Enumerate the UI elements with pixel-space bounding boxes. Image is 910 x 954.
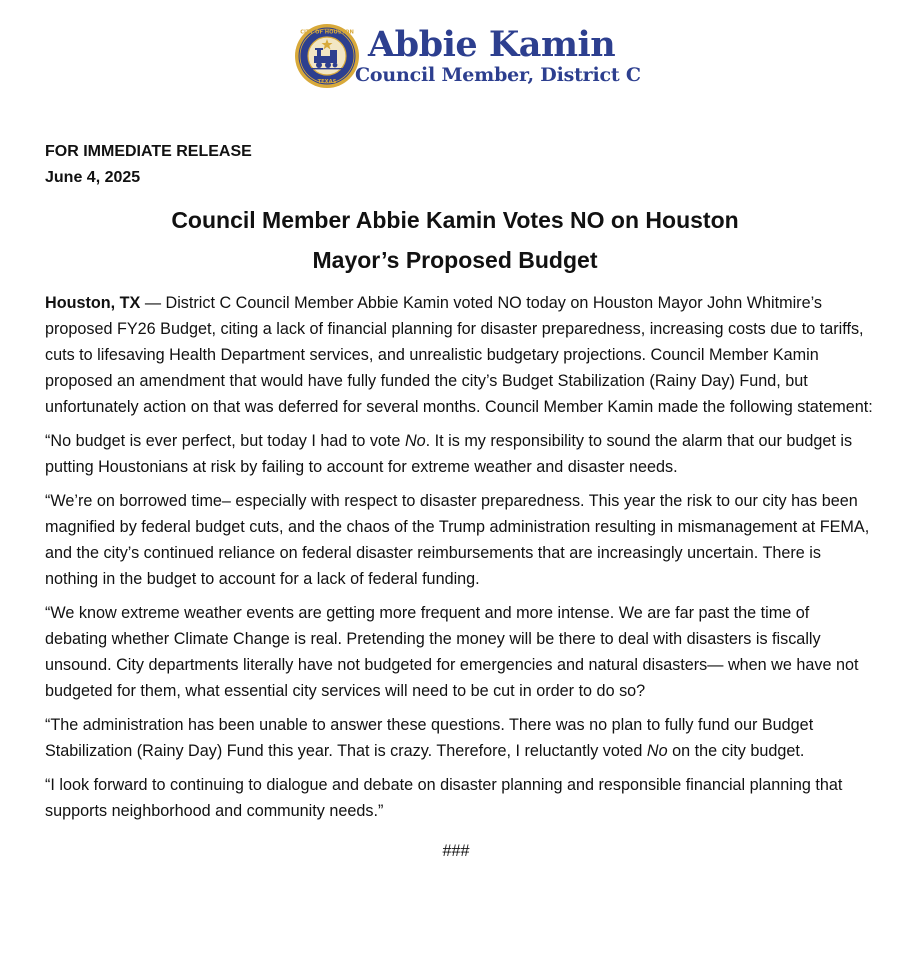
dateline: Houston, TX xyxy=(45,294,141,312)
quote-4-text-end: on the city budget. xyxy=(667,742,805,760)
paragraph-quote-2: “We’re on borrowed time– especially with respect to disaster preparedness. This year the risk to our city has been magnified by federal budget cuts, and the chaos of the Trump administration resulting in mismanagement at FEMA, and the city’s continued reliance on federal disaster reimbursements that are increasingly uncertain. There is nothing in the budget to account for a lack of federal funding. xyxy=(45,492,870,588)
paragraph-quote-4 xyxy=(45,712,875,764)
quote-1-text-start: “No budget is ever perfect, but today I had to vote xyxy=(45,432,405,450)
headline xyxy=(45,200,865,280)
press-release-body xyxy=(45,290,875,864)
quote-4-emphasis: No xyxy=(646,742,668,760)
release-info xyxy=(45,139,252,191)
city-of-houston-seal-icon xyxy=(294,23,360,89)
letterhead-text xyxy=(355,24,641,86)
paragraph-quote-5: “I look forward to continuing to dialogue and debate on disaster planning and responsible financial planning that supports neighborhood and community needs.” xyxy=(45,776,843,820)
headline-line-1: Council Member Abbie Kamin Votes NO on Houston xyxy=(171,207,739,233)
svg-text:TEXAS: TEXAS xyxy=(317,79,337,85)
council-member-title: Council Member, District C xyxy=(355,64,641,86)
end-mark: ### xyxy=(442,842,470,860)
intro-text: — District C Council Member Abbie Kamin voted NO today on Houston Mayor John Whitmire’s proposed FY26 Budget, citing a lack of financial planning for disaster preparedness, increasing costs due to tariffs, cuts to lifesaving Health Department services, and unrealistic budgetary projections. Council Member Kamin proposed an amendment that would have fully funded the city’s Budget Stabilization (Rainy Day) Fund, but unfortunately action on that was deferred for several months. Council Member Kamin made the following statement: xyxy=(45,294,873,416)
headline-line-2: Mayor’s Proposed Budget xyxy=(312,247,598,273)
paragraph-intro xyxy=(45,290,875,420)
release-date: June 4, 2025 xyxy=(45,169,141,186)
svg-text:CITY OF HOUSTON: CITY OF HOUSTON xyxy=(300,29,354,36)
paragraph-quote-1 xyxy=(45,428,875,480)
quote-1-text-end: . It is my responsibility to sound the alarm that our budget is putting Houstonians at risk by failing to account for extreme weather and disaster needs. xyxy=(45,432,853,476)
quote-1-emphasis: No xyxy=(404,432,426,450)
quote-4-text-start: “The administration has been unable to answer these questions. There was no plan to fully fund our Budget Stabilization (Rainy Day) Fund this year. That is crazy. Therefore, I reluctantly voted xyxy=(45,716,814,760)
letterhead xyxy=(294,20,641,92)
council-member-name: Abbie Kamin xyxy=(368,24,616,65)
paragraph-quote-3: “We know extreme weather events are getting more frequent and more intense. We are far past the time of debating whether Climate Change is real. Pretending the money will be there to deal with disasters is fiscally unsound. City departments literally have not budgeted for emergencies and natural disasters— when we have not budgeted for them, what essential city services will need to be cut in order to do so? xyxy=(45,604,859,700)
release-label: FOR IMMEDIATE RELEASE xyxy=(45,143,252,160)
